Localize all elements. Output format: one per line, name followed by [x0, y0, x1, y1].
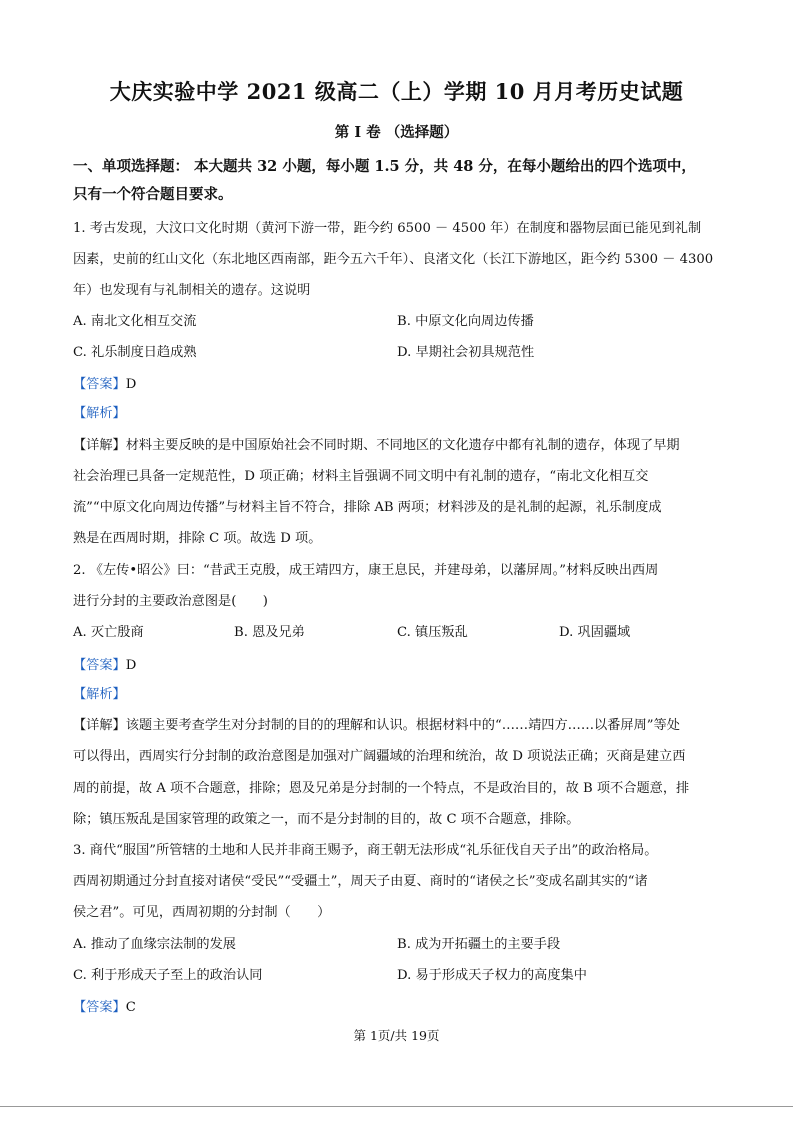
- q1-detail-line-4: 熟是在西周时期，排除 C 项。故选 D 项。: [73, 531, 322, 546]
- q2-answer-label: 【答案】: [73, 658, 126, 673]
- q2-option-a: A. 灭亡殷商: [73, 625, 144, 640]
- q2-detail-line-2: 可以得出，西周实行分封制的政治意图是加强对广阔疆域的治理和统治，故 D 项说法正确；灭商是建立西: [73, 749, 686, 764]
- q3-option-d: D. 易于形成天子权力的高度集中: [397, 968, 587, 983]
- q2-option-c: C. 镇压叛乱: [397, 625, 468, 640]
- q1-answer: [73, 373, 728, 392]
- bottom-divider: [0, 1106, 793, 1107]
- q1-option-b: B. 中原文化向周边传播: [397, 314, 534, 329]
- q1-detail-line-3: 流”“中原文化向周边传播”与材料主旨不符合，排除 AB 两项；材料涉及的是礼制的起源，礼乐制度成: [73, 500, 662, 515]
- q1-answer-label: 【答案】: [73, 377, 126, 392]
- q2-answer-value: D: [125, 658, 137, 673]
- q2-detail-line-4: 除；镇压叛乱是国家管理的政策之一，而不是分封制的目的，故 C 项不合题意，排除。: [73, 812, 580, 827]
- q3-option-b: B. 成为开拓疆土的主要手段: [397, 937, 561, 952]
- section-header-line-1: 一、单项选择题： 本大题共 32 小题，每小题 1.5 分，共 48 分，在每小题给出的四个选项中，: [73, 158, 696, 175]
- q2-detail-line-1: [73, 714, 728, 733]
- q1-detail-label: 【详解】: [73, 438, 126, 453]
- q2-detail-text-1: 该题主要考查学生对分封制的目的的理解和认识。根据材料中的“……靖四方……以番屏周”等处: [125, 718, 680, 733]
- q3-stem-line-2: 西周初期通过分封直接对诸侯“受民”“受疆土”，周天子由夏、商时的“诸侯之长”变成名副其实的“诸: [73, 874, 648, 889]
- q2-detail-label: 【详解】: [73, 718, 126, 733]
- q2-answer: [73, 654, 728, 673]
- q2-stem-line-1: 2. 《左传•昭公》曰：“昔武王克殷，成王靖四方，康王息民，并建母弟，以藩屏周。”材料反映出西周: [73, 563, 659, 578]
- q1-detail-line-2: 社会治理已具备一定规范性，D 项正确；材料主旨强调不同文明中有礼制的遗存，“南北文化相互交: [73, 469, 649, 484]
- q3-answer: [73, 996, 728, 1015]
- q3-answer-value: C: [125, 1000, 136, 1015]
- q2-analysis: [73, 683, 728, 702]
- q1-analysis-label: 【解析】: [73, 406, 126, 421]
- q1-stem-line-2: 因素，史前的红山文化（东北地区西南部，距今五六千年）、良渚文化（长江下游地区，距今约 5300 － 4300: [73, 252, 714, 267]
- q2-option-b: B. 恩及兄弟: [234, 625, 305, 640]
- q1-stem-line-1: 1. 考古发现，大汶口文化时期（黄河下游一带，距今约 6500 － 4500 年）在制度和器物层面已能见到礼制: [73, 221, 702, 236]
- q2-option-d: D. 巩固疆域: [559, 625, 631, 640]
- q1-detail-line-1: [73, 434, 728, 453]
- q1-answer-value: D: [125, 377, 137, 392]
- q3-option-a: A. 推动了血缘宗法制的发展: [73, 937, 236, 952]
- q1-option-a: A. 南北文化相互交流: [73, 314, 197, 329]
- q2-stem-line-2: 进行分封的主要政治意图是( ): [73, 594, 268, 609]
- q1-stem-line-3: 年）也发现有与礼制相关的遗存。这说明: [73, 283, 311, 298]
- page-footer: 第 1页/共 19页: [353, 1028, 440, 1043]
- q3-answer-label: 【答案】: [73, 1000, 126, 1015]
- q3-stem-line-1: 3. 商代“服国”所管辖的土地和人民并非商王赐予，商王朝无法形成“礼乐征伐自天子出”的政治格局。: [73, 843, 658, 858]
- q1-option-c: C. 礼乐制度日趋成熟: [73, 345, 197, 360]
- q2-detail-line-3: 周的前提，故 A 项不合题意，排除；恩及兄弟是分封制的一个特点，不是政治目的，故 B 项不合题意，排: [73, 781, 690, 796]
- q3-stem-line-3: 侯之君”。可见，西周初期的分封制（ ）: [73, 905, 331, 920]
- q1-option-d: D. 早期社会初具规范性: [397, 345, 535, 360]
- q1-analysis: [73, 402, 728, 421]
- exam-title: 大庆实验中学 2021 级高二（上）学期 10 月月考历史试题: [109, 79, 684, 104]
- q1-detail-text-1: 材料主要反映的是中国原始社会不同时期、不同地区的文化遗存中都有礼制的遗存，体现了早期: [125, 438, 680, 453]
- q3-option-c: C. 利于形成天子至上的政治认同: [73, 968, 263, 983]
- volume-label: 第 I 卷 （选择题）: [334, 124, 459, 141]
- section-header-line-2: 只有一个符合题目要求。: [73, 186, 233, 203]
- q2-analysis-label: 【解析】: [73, 687, 126, 702]
